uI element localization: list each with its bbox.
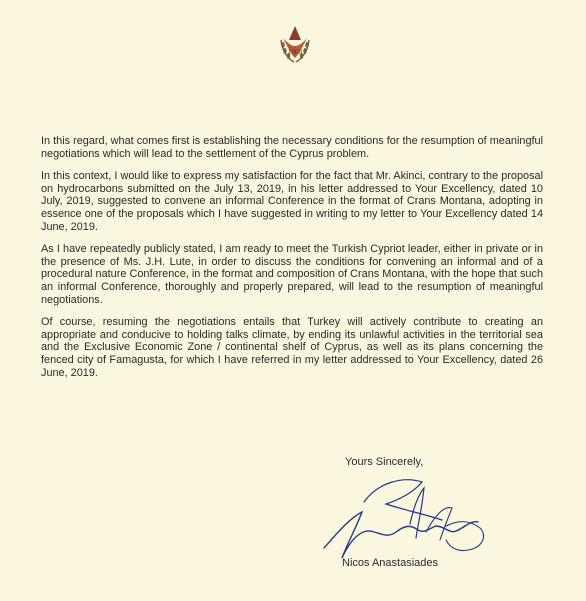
signature-icon — [318, 476, 500, 568]
coat-of-arms-icon — [271, 20, 319, 68]
letter-body — [41, 135, 543, 389]
svg-text:1960: 1960 — [288, 48, 302, 56]
paragraph-2: In this context, I would like to express my satisfaction for the fact that Mr. Akinci, contrary to the proposal on hydrocarbons submitted on the July 13, 2019, in his letter addressed to Your Excellency, dated 10 July, 2019, suggested to convene an informal Conference in the format of Crans Montana, adopting in essence one of the proposals which I have suggested in writing to my letter to Your Excellency dated 14 June, 2019. — [41, 170, 543, 233]
paragraph-4: Of course, resuming the negotiations entails that Turkey will actively contribute to creating an appropriate and conducive to holding talks climate, by ending its unlawful activities in the territorial sea and the Exclusive Economic Zone / continental shelf of Cyprus, as well as its plans concerning the fenced city of Famagusta, for which I have referred in my letter addressed to Your Excellency, dated 26 June, 2019. — [41, 316, 543, 379]
signer-name: Nicos Anastasiades — [342, 557, 438, 569]
paragraph-3: As I have repeatedly publicly stated, I am ready to meet the Turkish Cypriot leader, either in private or in the presence of Ms. J.H. Lute, in order to discuss the conditions for convening an informal and of a procedural nature Conference, in the format and composition of Crans Montana, with the hope that such an informal Conference, thoroughly and properly prepared, will lead to the resumption of meaningful negotiations. — [41, 243, 543, 306]
paragraph-1: In this regard, what comes first is establishing the necessary conditions for the resumption of meaningful negotiations which will lead to the settlement of the Cyprus problem. — [41, 135, 543, 160]
closing-line: Yours Sincerely, — [345, 456, 424, 468]
